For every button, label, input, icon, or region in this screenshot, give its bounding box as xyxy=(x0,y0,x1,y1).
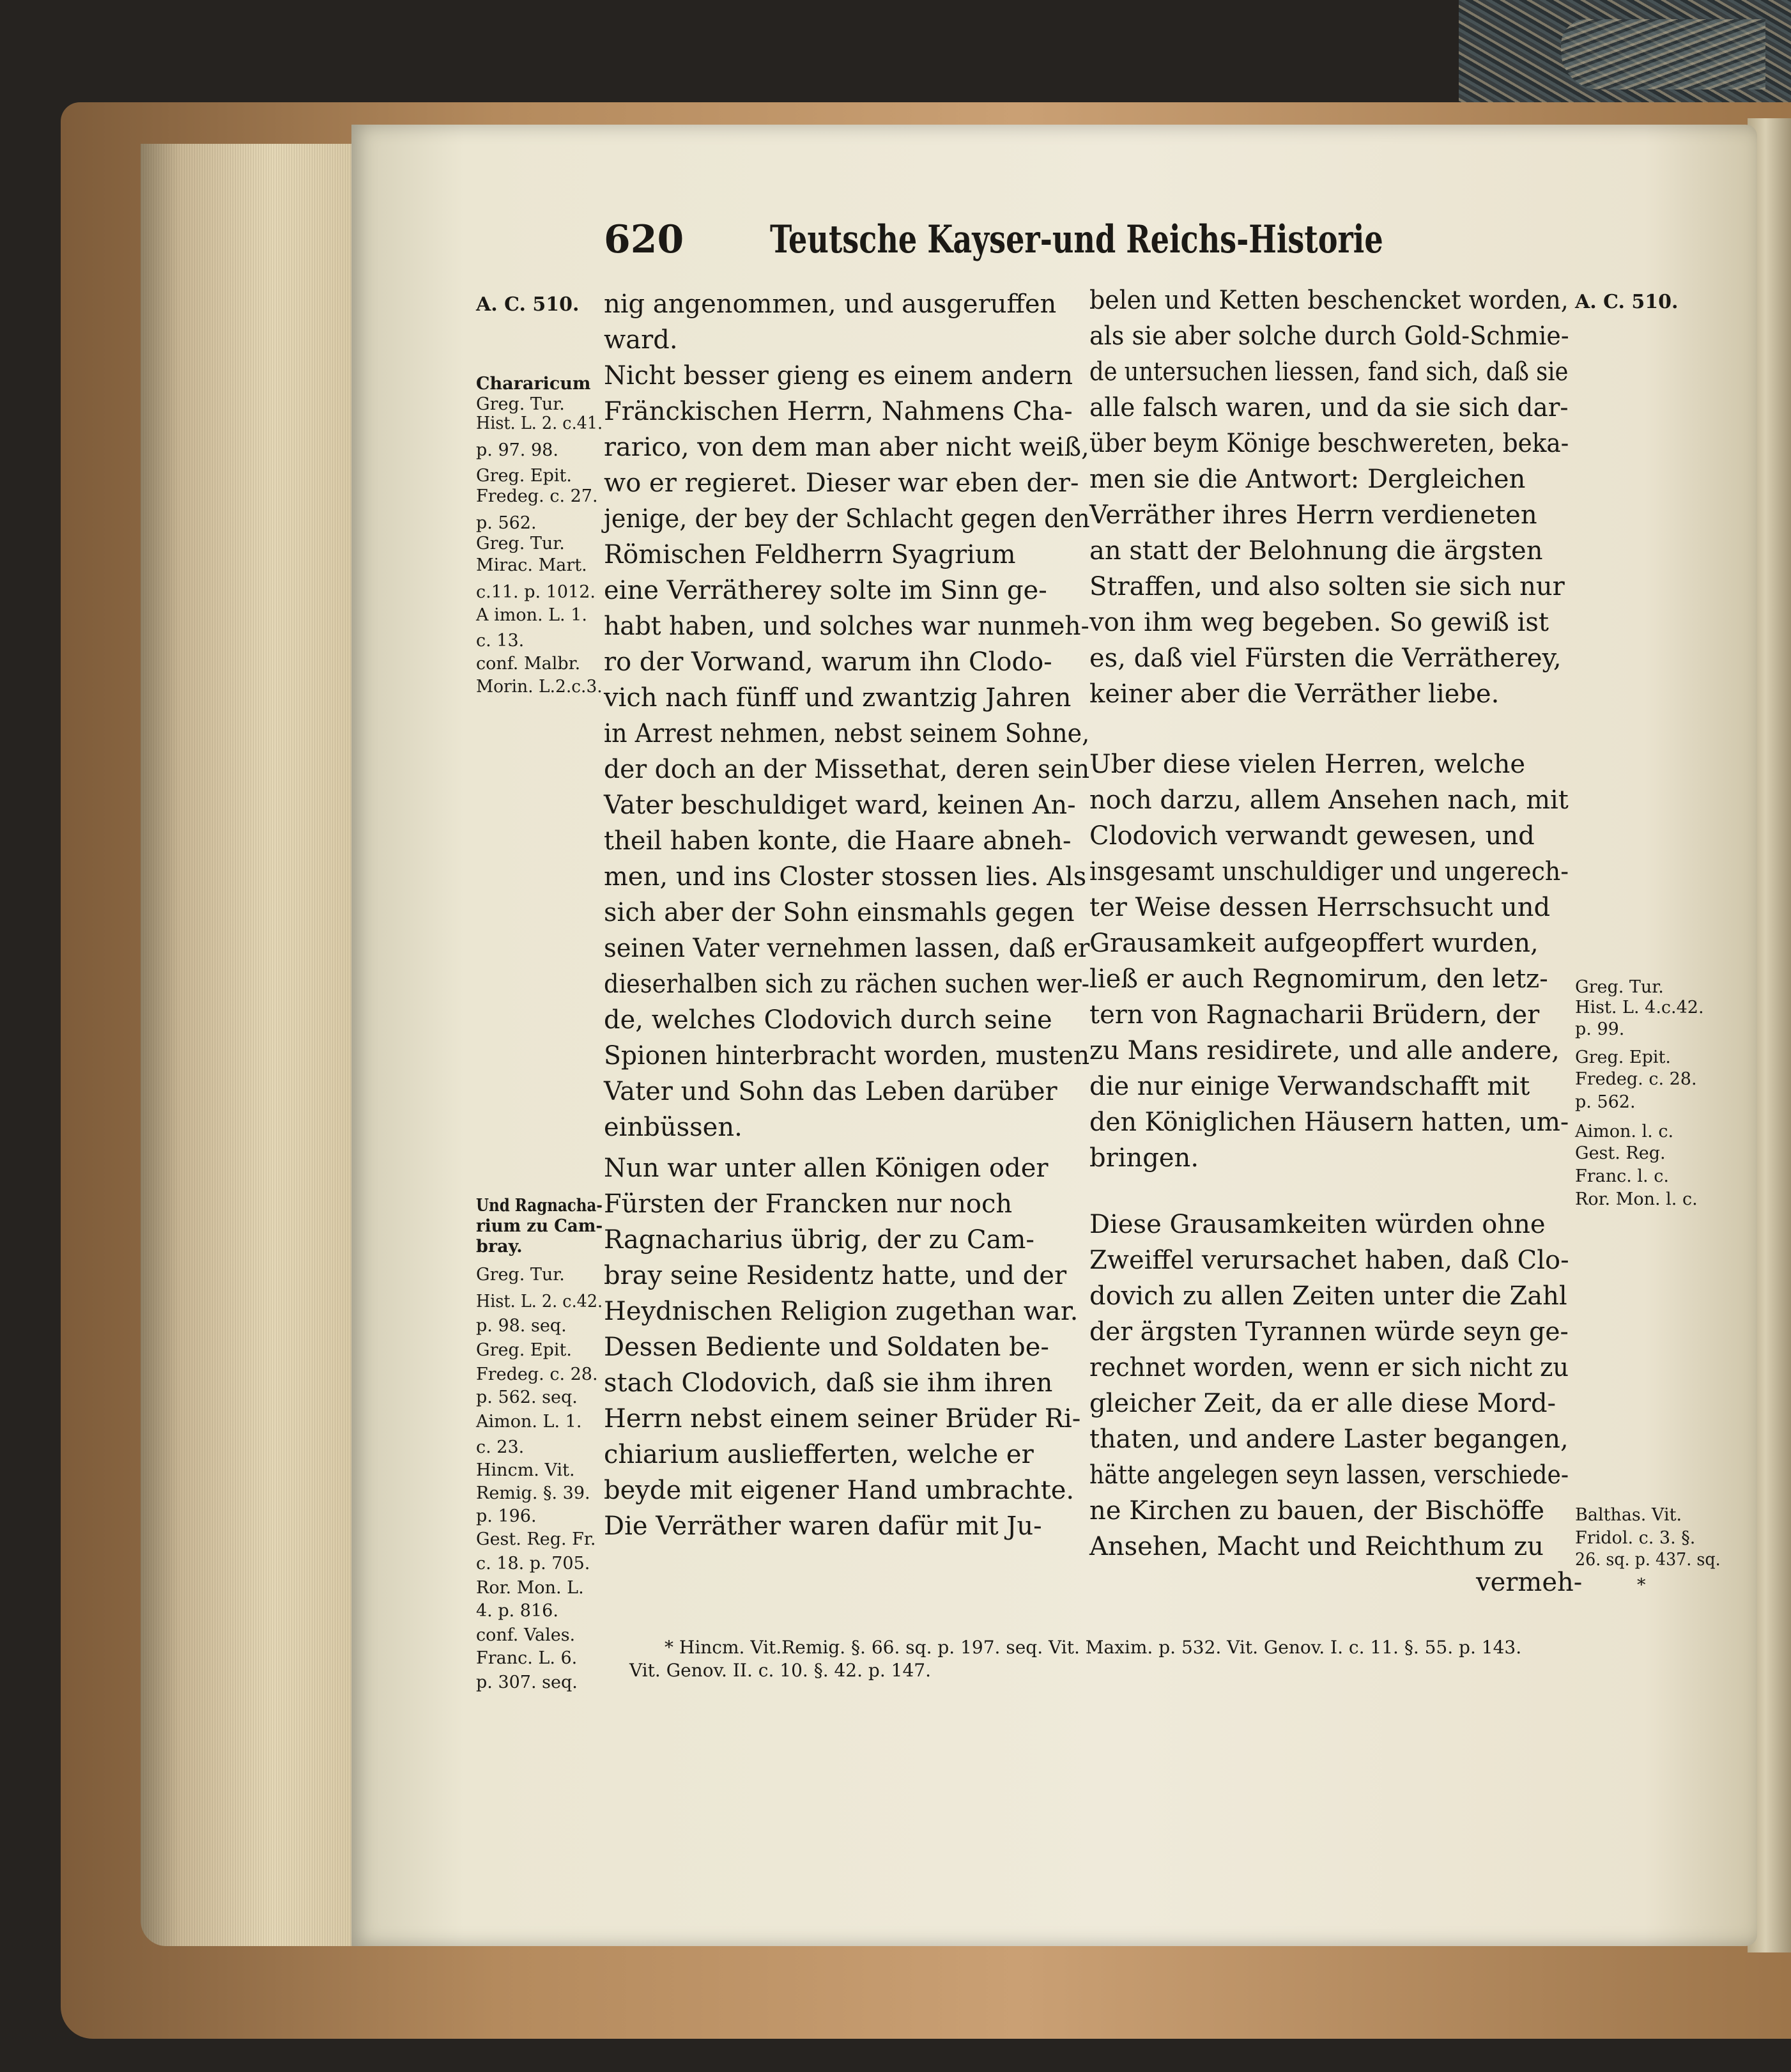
text-line: Die Verräther waren dafür mit Ju- xyxy=(604,1511,1042,1541)
text-line: keiner aber die Verräther liebe. xyxy=(1089,679,1500,709)
margin-note: Hist. L. 2. c.41. xyxy=(476,414,603,433)
margin-note: Fredeg. c. 27. xyxy=(476,486,598,506)
margin-note-heading: Und Ragnacha- xyxy=(476,1196,603,1216)
margin-note: Greg. Epit. xyxy=(1575,1048,1671,1067)
margin-note: Ror. Mon. L. xyxy=(476,1578,584,1598)
text-line: Verräther ihres Herrn verdieneten xyxy=(1089,500,1537,530)
margin-note: p. 562. xyxy=(476,513,537,533)
margin-note-year: A. C. 510. xyxy=(476,293,580,316)
text-line: ro der Vorwand, warum ihn Clodo- xyxy=(604,647,1052,677)
text-line: alle falsch waren, und da sie sich dar- xyxy=(1089,393,1569,422)
text-line: men, und ins Closter stossen lies. Als xyxy=(604,862,1087,892)
margin-note: Franc. L. 6. xyxy=(476,1648,578,1668)
margin-note: Morin. L.2.c.3. xyxy=(476,677,603,697)
margin-note: Hincm. Vit. xyxy=(476,1460,575,1480)
margin-note: p. 97. 98. xyxy=(476,440,558,460)
page-block-edge xyxy=(141,144,361,1946)
text-line: Herrn nebst einem seiner Brüder Ri- xyxy=(604,1404,1081,1434)
margin-note: c. 23. xyxy=(476,1437,525,1457)
text-line: nig angenommen, und ausgeruffen xyxy=(604,290,1057,319)
margin-note: Greg. Epit. xyxy=(476,466,572,486)
margin-note: Hist. L. 2. c.42. xyxy=(476,1292,603,1311)
page-number: 620 xyxy=(604,217,684,262)
text-line: Zweiffel verursachet haben, daß Clo- xyxy=(1089,1246,1569,1275)
margin-note: Fredeg. c. 28. xyxy=(476,1365,598,1384)
text-line: belen und Ketten beschencket worden, xyxy=(1089,286,1569,315)
margin-note: Gest. Reg. xyxy=(1575,1143,1666,1163)
text-line: sich aber der Sohn einsmahls gegen xyxy=(604,898,1075,927)
margin-note-heading: rium zu Cam- xyxy=(476,1216,603,1236)
margin-note: Gest. Reg. Fr. xyxy=(476,1529,596,1549)
text-line: einbüssen. xyxy=(604,1113,742,1142)
margin-note: Remig. §. 39. xyxy=(476,1483,590,1503)
margin-note: Mirac. Mart. xyxy=(476,555,587,575)
margin-note: c.11. p. 1012. xyxy=(476,582,596,602)
margin-note: Ror. Mon. l. c. xyxy=(1575,1189,1698,1209)
margin-note: c. 13. xyxy=(476,631,525,651)
text-line: den Königlichen Häusern hatten, um- xyxy=(1089,1108,1569,1137)
text-line: Nicht besser gieng es einem andern xyxy=(604,361,1073,390)
margin-note: Greg. Tur. xyxy=(476,394,565,414)
text-line: seinen Vater vernehmen lassen, daß er xyxy=(604,934,1090,963)
text-line: insgesamt unschuldiger und ungerech- xyxy=(1089,857,1569,886)
text-line: über beym Könige beschwereten, beka- xyxy=(1089,429,1569,458)
margin-note: Fredeg. c. 28. xyxy=(1575,1069,1697,1089)
text-line: beyde mit eigener Hand umbrachte. xyxy=(604,1476,1075,1505)
text-line: bray seine Residentz hatte, und der xyxy=(604,1261,1067,1290)
text-line: habt haben, und solches war nunmeh- xyxy=(604,612,1089,641)
text-line: in Arrest nehmen, nebst seinem Sohne, xyxy=(604,719,1090,748)
text-line: Dessen Bediente und Soldaten be- xyxy=(604,1333,1049,1362)
margin-note: 26. sq. p. 437. sq. xyxy=(1575,1550,1721,1570)
text-line: der ärgsten Tyrannen würde seyn ge- xyxy=(1089,1317,1569,1347)
text-line: gleicher Zeit, da er alle diese Mord- xyxy=(1089,1389,1557,1418)
text-line: noch darzu, allem Ansehen nach, mit xyxy=(1089,785,1569,815)
text-line: hätte angelegen seyn lassen, verschiede- xyxy=(1089,1460,1569,1490)
text-line: Straffen, und also solten sie sich nur xyxy=(1089,572,1565,601)
margin-note: Greg. Tur. xyxy=(476,1265,565,1285)
text-line: thaten, und andere Laster begangen, xyxy=(1089,1425,1569,1454)
margin-note-heading: bray. xyxy=(476,1237,523,1256)
text-line: wo er regieret. Dieser war eben der- xyxy=(604,468,1079,498)
text-line: Nun war unter allen Königen oder xyxy=(604,1154,1049,1183)
text-line: Clodovich verwandt gewesen, und xyxy=(1089,821,1535,851)
text-line: jenige, der bey der Schlacht gegen den xyxy=(604,504,1090,534)
text-line: Fürsten der Francken nur noch xyxy=(604,1189,1013,1219)
margin-note: conf. Malbr. xyxy=(476,654,581,674)
text-line: an statt der Belohnung die ärgsten xyxy=(1089,536,1543,566)
text-line: ter Weise dessen Herrschsucht und xyxy=(1089,893,1551,922)
text-line: Grausamkeit aufgeopffert wurden, xyxy=(1089,929,1539,958)
text-line: vich nach fünff und zwantzig Jahren xyxy=(604,683,1072,713)
background-cloth-fold xyxy=(1561,19,1765,89)
text-line: die nur einige Verwandschafft mit xyxy=(1089,1072,1530,1101)
footnote: Vit. Genov. II. c. 10. §. 42. p. 147. xyxy=(629,1660,931,1681)
text-line: men sie die Antwort: Dergleichen xyxy=(1089,465,1526,494)
text-line: de, welches Clodovich durch seine xyxy=(604,1005,1052,1035)
footnote: * Hincm. Vit.Remig. §. 66. sq. p. 197. seq. Vit. Maxim. p. 532. Vit. Genov. I. c. 11. §. 55. p. 143. xyxy=(665,1637,1522,1658)
margin-note: Greg. Epit. xyxy=(476,1340,572,1360)
text-line: Uber diese vielen Herren, welche xyxy=(1089,750,1526,779)
text-line: Spionen hinterbracht worden, musten xyxy=(604,1041,1090,1071)
margin-note: p. 98. seq. xyxy=(476,1316,567,1336)
text-line: tern von Ragnacharii Brüdern, der xyxy=(1089,1000,1540,1030)
text-line: rechnet worden, wenn er sich nicht zu xyxy=(1089,1353,1569,1382)
margin-note: Fridol. c. 3. §. xyxy=(1575,1528,1696,1548)
text-line: zu Mans residirete, und alle andere, xyxy=(1089,1036,1560,1065)
text-line: chiarium auslieffertеn, welche er xyxy=(604,1440,1034,1469)
margin-note: Hist. L. 4.c.42. xyxy=(1575,998,1704,1017)
text-line: Fränckischen Herrn, Nahmens Cha- xyxy=(604,397,1073,426)
margin-note: Balthas. Vit. xyxy=(1575,1505,1682,1525)
text-line: als sie aber solche durch Gold-Schmie- xyxy=(1089,321,1569,351)
margin-note: A imon. L. 1. xyxy=(476,605,587,625)
margin-note: 4. p. 816. xyxy=(476,1601,558,1621)
text-line: es, daß viel Fürsten die Verrätherey, xyxy=(1089,644,1562,673)
margin-note: p. 562. xyxy=(1575,1092,1636,1112)
text-line: ließ er auch Regnomirum, den letz- xyxy=(1089,964,1548,994)
text-line: Ragnacharius übrig, der zu Cam- xyxy=(604,1225,1034,1255)
margin-note: p. 99. xyxy=(1575,1019,1625,1039)
text-line: Vater beschuldiget ward, keinen An- xyxy=(604,791,1076,820)
text-line: theil haben konte, die Haare abneh- xyxy=(604,826,1072,856)
text-line: der doch an der Missethat, deren sein xyxy=(604,755,1090,784)
text-line: Heydnischen Religion zugethan war. xyxy=(604,1297,1079,1326)
margin-note-heading: Chararicum xyxy=(476,374,591,394)
text-line: eine Verrätherey solte im Sinn ge- xyxy=(604,576,1047,605)
margin-note: p. 196. xyxy=(476,1506,537,1526)
text-line: Diese Grausamkeiten würden ohne xyxy=(1089,1210,1546,1239)
margin-note: conf. Vales. xyxy=(476,1625,576,1645)
margin-note: Aimon. L. 1. xyxy=(476,1412,582,1432)
text-line: dovich zu allen Zeiten unter die Zahl xyxy=(1089,1281,1567,1311)
text-line: Römischen Feldherrn Syagrium xyxy=(604,540,1016,569)
margin-note: p. 307. seq. xyxy=(476,1673,578,1692)
text-line: von ihm weg begeben. So gewiß ist xyxy=(1089,608,1549,637)
margin-note: Aimon. l. c. xyxy=(1575,1122,1674,1141)
text-line: bringen. xyxy=(1089,1143,1199,1173)
text-line: Ansehen, Macht und Reichthum zu xyxy=(1089,1532,1544,1561)
text-line: ne Kirchen zu bauen, der Bischöffe xyxy=(1089,1496,1545,1526)
catchword: vermeh- xyxy=(1476,1568,1583,1597)
margin-note: c. 18. p. 705. xyxy=(476,1554,590,1573)
margin-note: Franc. l. c. xyxy=(1575,1166,1669,1186)
text-line: stach Clodovich, daß sie ihm ihren xyxy=(604,1368,1053,1398)
margin-note: p. 562. seq. xyxy=(476,1388,578,1407)
text-line: Vater und Sohn das Leben darüber xyxy=(604,1077,1057,1106)
footnote-marker: * xyxy=(1637,1575,1646,1595)
margin-note: Greg. Tur. xyxy=(1575,977,1664,997)
margin-note-year: A. C. 510. xyxy=(1575,291,1679,313)
margin-note: Greg. Tur. xyxy=(476,534,565,553)
text-line: rarico, von dem man aber nicht weiß, xyxy=(604,433,1089,462)
text-line: dieserhalben sich zu rächen suchen wer- xyxy=(604,970,1090,999)
text-line: ward. xyxy=(604,325,678,355)
running-title: Teutsche Kayser-und Reichs-Historie xyxy=(770,217,1383,262)
text-line: de untersuchen liessen, fand sich, daß sie xyxy=(1089,357,1569,387)
